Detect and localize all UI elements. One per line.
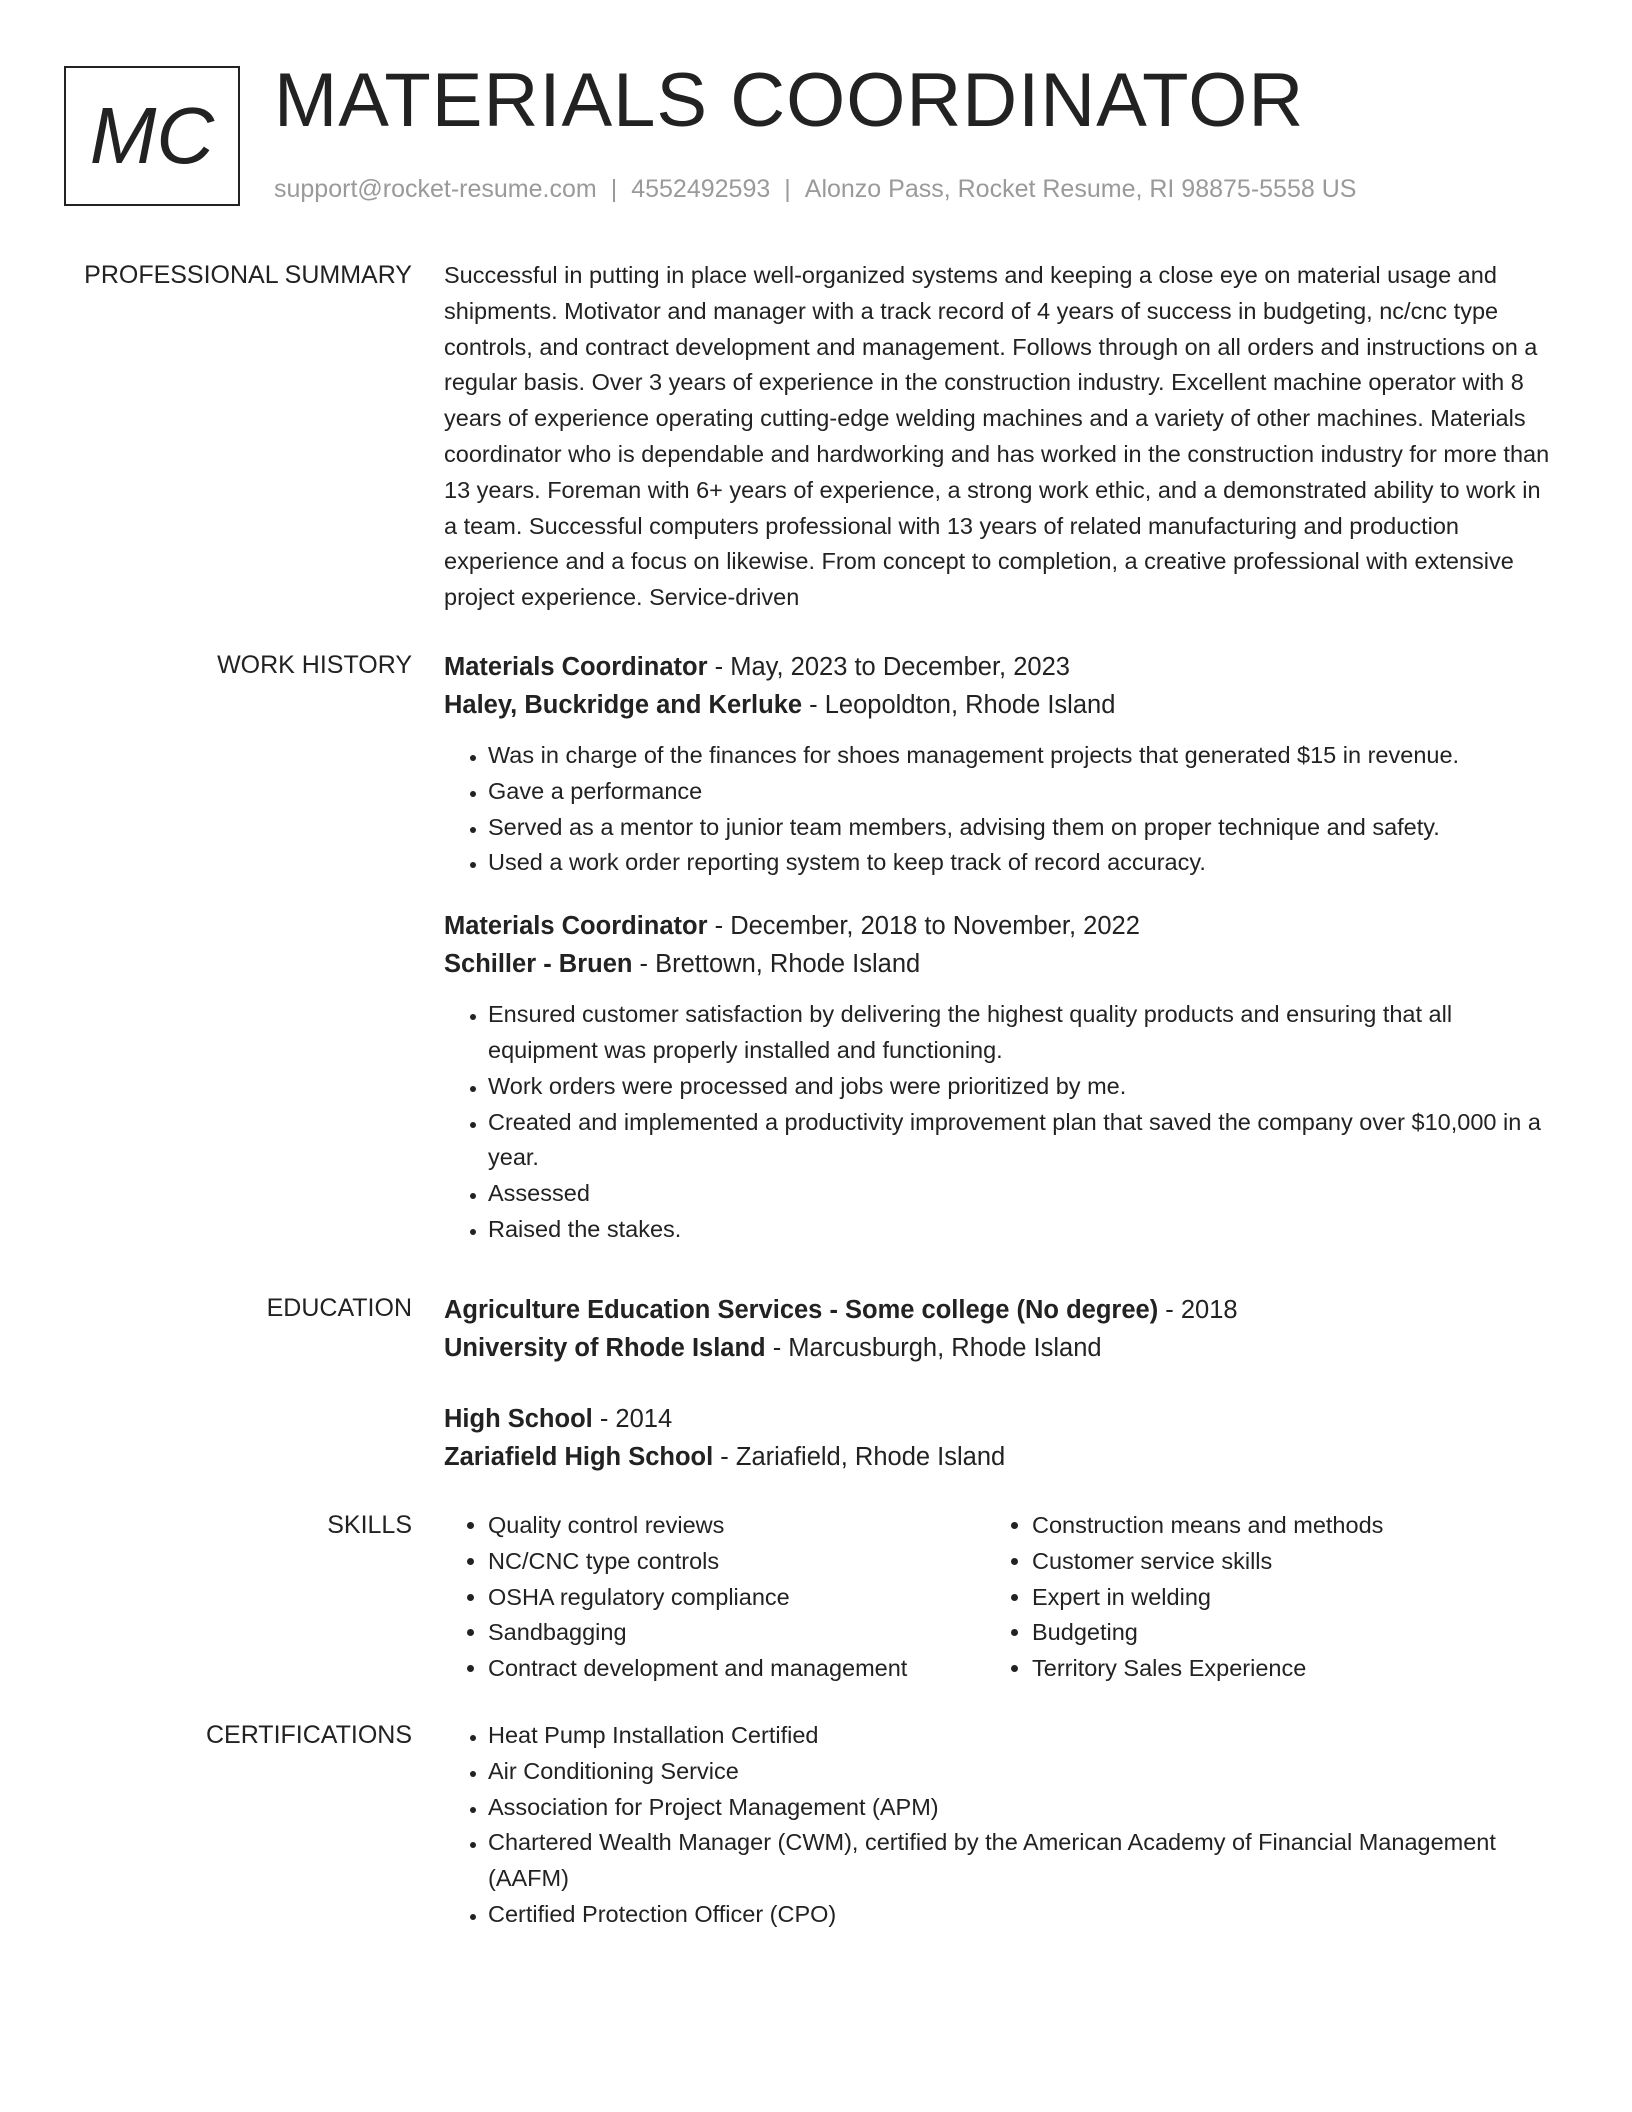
- education-school: Zariafield High School: [444, 1443, 714, 1471]
- education-location: - Marcusburgh, Rhode Island: [765, 1334, 1102, 1362]
- skill-item: • Contract development and management: [488, 1651, 988, 1687]
- skill-item: • Territory Sales Experience: [1032, 1651, 1532, 1687]
- job-title-line: [444, 648, 1554, 686]
- monogram-initials: MC: [89, 91, 215, 180]
- skill-item: • Construction means and methods: [1032, 1508, 1532, 1544]
- job-company: Haley, Buckridge and Kerluke: [444, 691, 803, 719]
- resume-title: MATERIALS COORDINATOR: [274, 58, 1305, 143]
- skill-item: • Expert in welding: [1032, 1580, 1532, 1616]
- job-company: Schiller - Bruen: [444, 950, 633, 979]
- education-school: University of Rhode Island: [444, 1334, 766, 1362]
- job-dates: - December, 2018 to November, 2022: [707, 912, 1140, 941]
- monogram-logo: [64, 66, 240, 206]
- education-degree: Agriculture Education Services - Some college (No degree): [444, 1296, 1159, 1324]
- skill-item: • Quality control reviews: [488, 1508, 988, 1544]
- skills-list-left: [444, 1508, 988, 1687]
- job-bullet: • Ensured customer satisfaction by delivering the highest quality products and ensuring that all equipment was properly installed and functioning.: [488, 997, 1554, 1069]
- education-degree-line: [444, 1291, 1554, 1329]
- job-bullet: • Created and implemented a productivity improvement plan that saved the company over $10,000 in a year.: [488, 1105, 1554, 1177]
- job-bullet: • Was in charge of the finances for shoes management projects that generated $15 in revenue.: [488, 738, 1554, 774]
- education-entry: [444, 1291, 1554, 1367]
- job-title: Materials Coordinator: [444, 912, 708, 941]
- job-bullets: [444, 738, 1554, 881]
- job-bullet: • Work orders were processed and jobs were prioritized by me.: [488, 1069, 1554, 1105]
- education-entry: [444, 1400, 1554, 1476]
- skill-item: • NC/CNC type controls: [488, 1544, 988, 1580]
- education-school-line: [444, 1438, 1554, 1476]
- certifications-list: [444, 1718, 1554, 1933]
- job-location: - Leopoldton, Rhode Island: [802, 691, 1116, 719]
- job-entry: [444, 648, 1554, 881]
- certification-item: • Association for Project Management (APM): [488, 1790, 1554, 1826]
- certification-item: • Chartered Wealth Manager (CWM), certified by the American Academy of Financial Management (AAFM): [488, 1825, 1554, 1897]
- skill-item: • OSHA regulatory compliance: [488, 1580, 988, 1616]
- education-heading: EDUCATION: [266, 1294, 412, 1322]
- education-degree-line: [444, 1400, 1554, 1438]
- contact-address: Alonzo Pass, Rocket Resume, RI 98875-5558 US: [804, 175, 1357, 203]
- certification-item: • Certified Protection Officer (CPO): [488, 1897, 1554, 1933]
- education-degree: High School: [444, 1405, 593, 1433]
- job-location: - Brettown, Rhode Island: [632, 950, 921, 979]
- skill-item: • Sandbagging: [488, 1615, 988, 1651]
- job-title: Materials Coordinator: [444, 653, 708, 681]
- skills-list-right: [988, 1508, 1532, 1687]
- job-bullet: • Gave a performance: [488, 774, 1554, 810]
- education-location: - Zariafield, Rhode Island: [713, 1443, 1006, 1471]
- job-dates: - May, 2023 to December, 2023: [707, 653, 1070, 681]
- education-school-line: [444, 1329, 1554, 1367]
- certifications-heading: CERTIFICATIONS: [205, 1721, 412, 1749]
- job-company-line: [444, 686, 1554, 724]
- job-bullet: • Served as a mentor to junior team members, advising them on proper technique and safety.: [488, 810, 1554, 846]
- certification-item: • Air Conditioning Service: [488, 1754, 1554, 1790]
- job-bullet: • Raised the stakes.: [488, 1212, 1554, 1248]
- job-bullets: [444, 997, 1554, 1248]
- contact-phone: 4552492593: [631, 175, 771, 203]
- education-year: - 2014: [592, 1405, 673, 1433]
- contact-line: [274, 172, 1356, 206]
- contact-separator: |: [610, 175, 618, 203]
- job-bullet: • Assessed: [488, 1176, 1554, 1212]
- skill-item: • Customer service skills: [1032, 1544, 1532, 1580]
- job-company-line: [444, 945, 1554, 983]
- education-year: - 2018: [1158, 1296, 1238, 1324]
- job-title-line: [444, 907, 1554, 945]
- skills-body: [444, 1508, 1554, 1687]
- certification-item: • Heat Pump Installation Certified: [488, 1718, 1554, 1754]
- summary-text: Successful in putting in place well-organized systems and keeping a close eye on material usage and shipments. Motivator and manager with a track record of 4 years of success in budgeting, nc/cnc type controls, and contract development and management. Follows through on all orders and instructions on a regular basis. Over 3 years of experience in the construction industry. Excellent machine operator with 8 years of experience operating cutting-edge welding machines and a variety of other machines. Materials coordinator who is dependable and hardworking and has worked in the construction industry for more than 13 years. Foreman with 6+ years of experience, a strong work ethic, and a demonstrated ability to work in a team. Successful computers professional with 13 years of related manufacturing and production experience and a focus on likewise. From concept to completion, a creative professional with extensive project experience. Service-driven: [444, 262, 1550, 611]
- job-bullet: • Used a work order reporting system to keep track of record accuracy.: [488, 845, 1554, 881]
- work-history-heading: WORK HISTORY: [217, 651, 412, 679]
- certifications-body: [444, 1718, 1554, 1933]
- work-history-body: [444, 648, 1554, 1248]
- skills-heading: SKILLS: [327, 1511, 412, 1539]
- summary-heading: PROFESSIONAL SUMMARY: [84, 261, 412, 289]
- job-entry: [444, 907, 1554, 1248]
- contact-separator: |: [784, 175, 791, 203]
- contact-email: support@rocket-resume.com: [274, 175, 597, 203]
- education-body: [444, 1291, 1554, 1476]
- skill-item: • Budgeting: [1032, 1615, 1532, 1651]
